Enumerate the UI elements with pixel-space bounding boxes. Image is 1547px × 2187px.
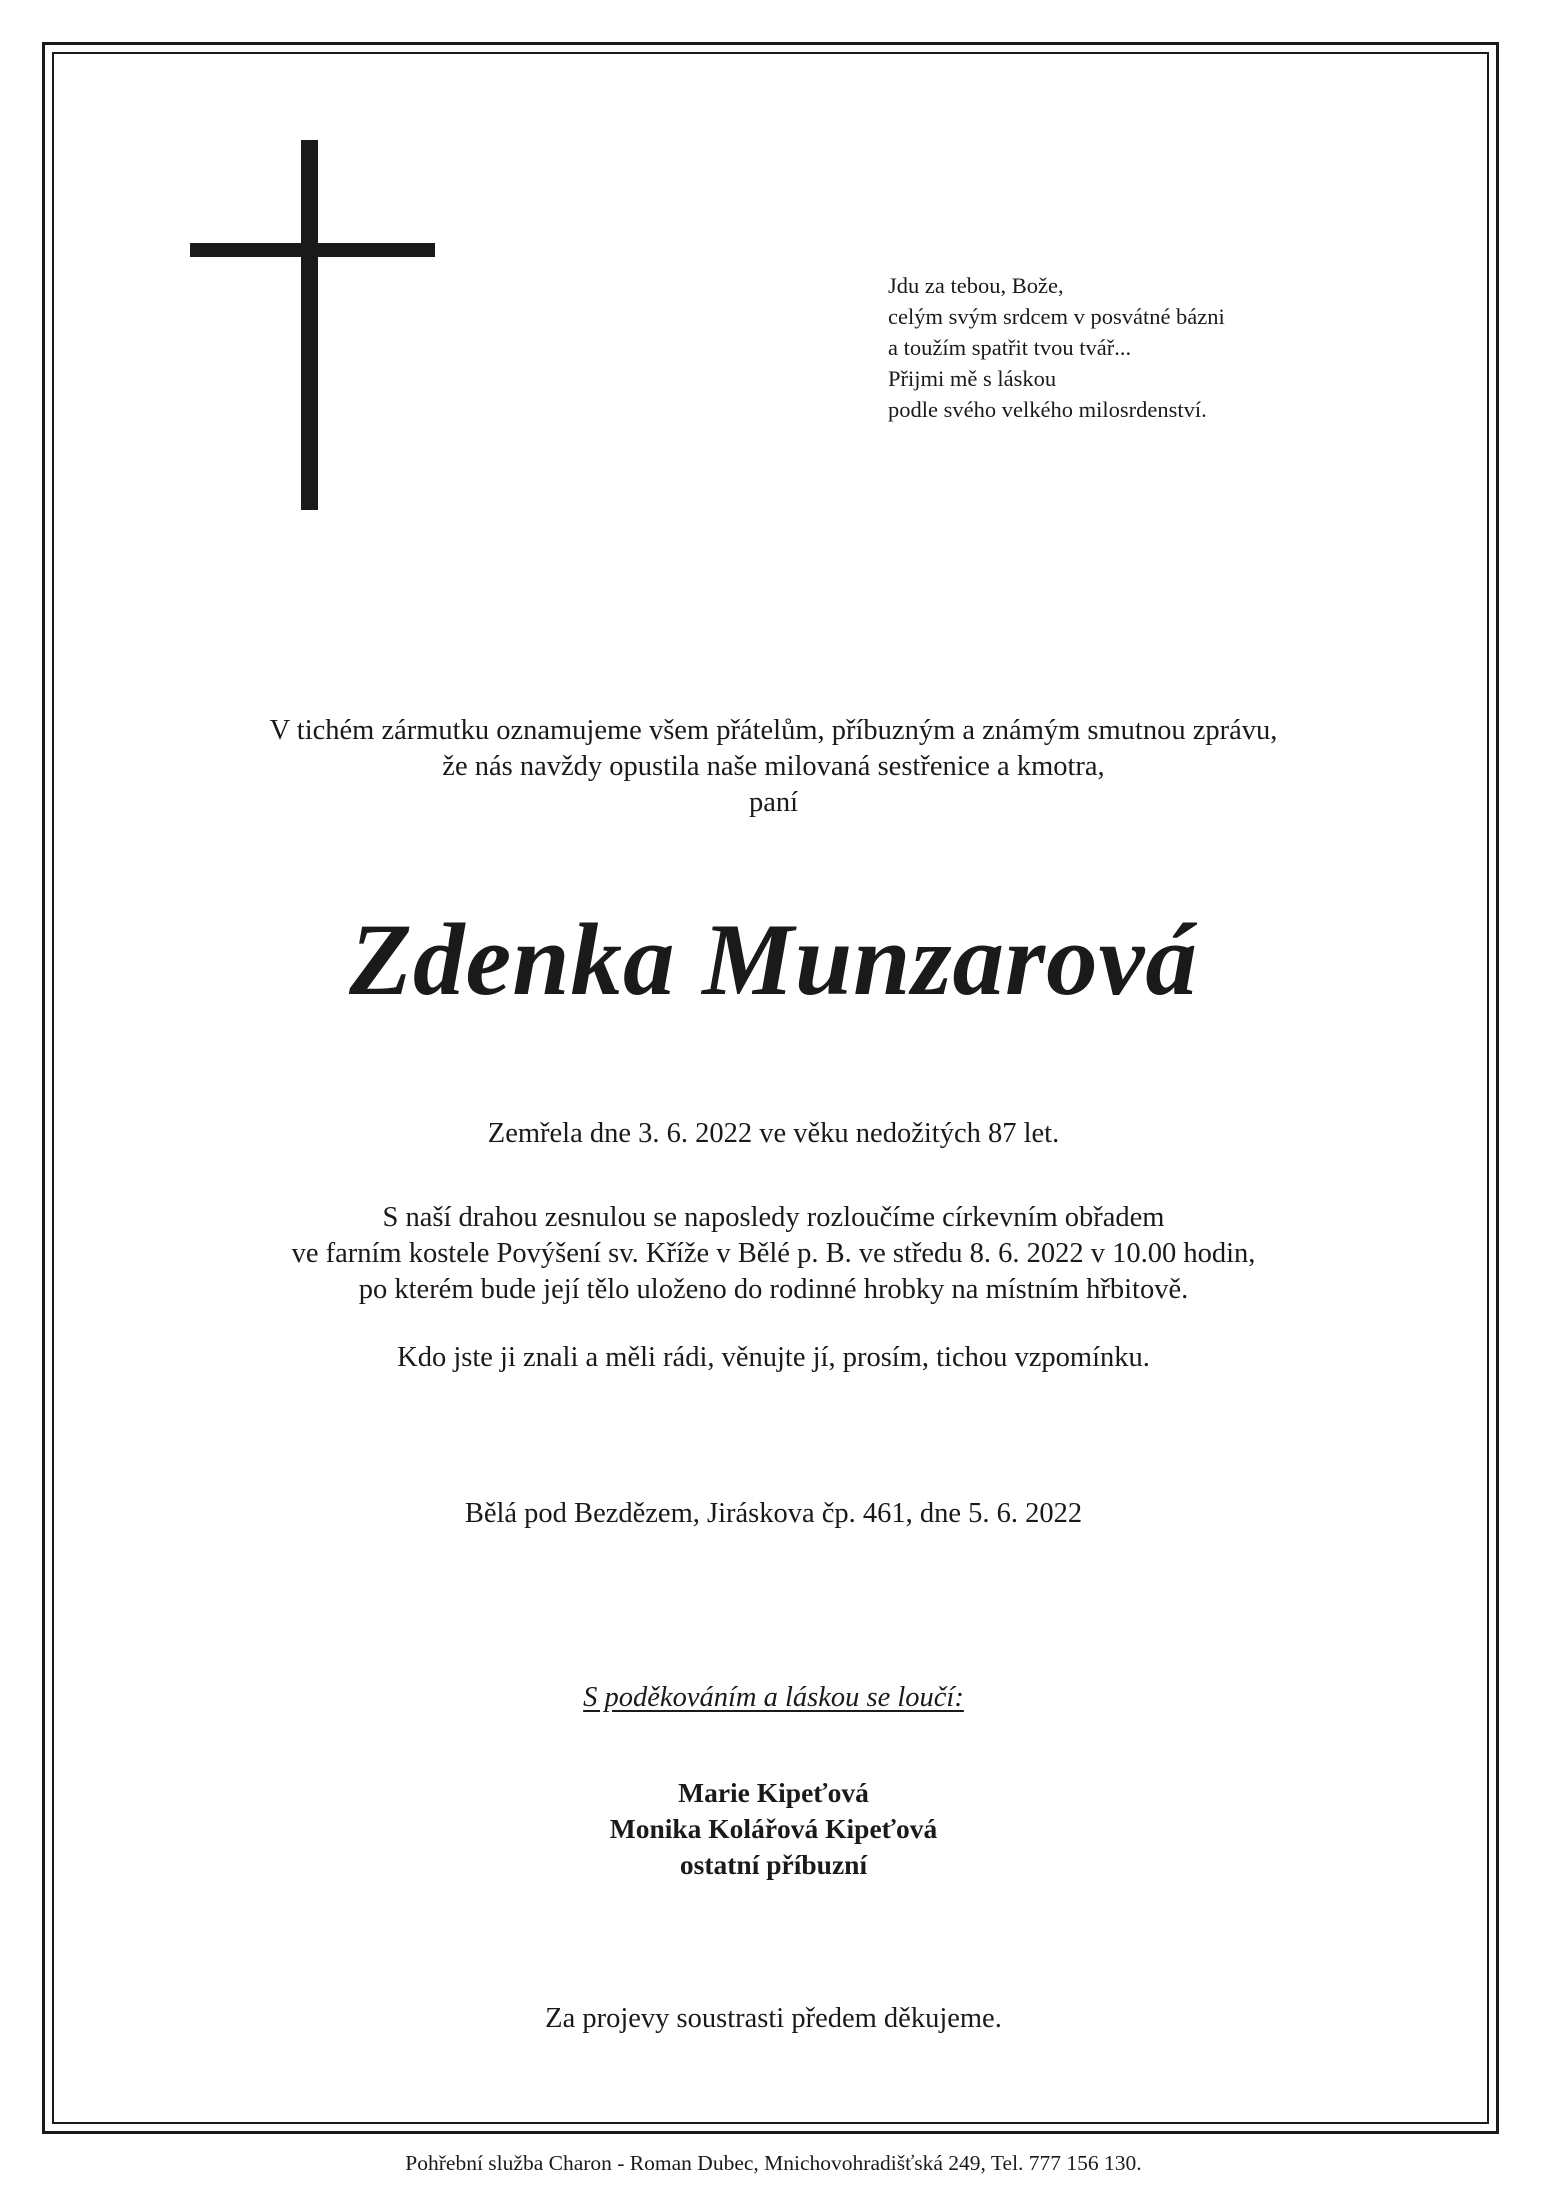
ceremony-line: S naší drahou zesnulou se naposledy rozloučíme církevním obřadem [382,1202,1165,1233]
ceremony-details [120,1200,1427,1308]
intro-line: paní [748,787,799,818]
poem-verse [888,270,1408,425]
poem-line: Jdu za tebou, Bože, [888,273,1064,298]
ceremony-line: ve farním kostele Povýšení sv. Kříže v Bělé p. B. ve středu 8. 6. 2022 v 10.00 hodin, [291,1238,1256,1269]
funeral-service-footer: Pohřební služba Charon - Roman Dubec, Mnichovohradišťská 249, Tel. 777 156 130. [405,2151,1142,2175]
poem-line: celým svým srdcem v posvátné bázni [888,304,1225,329]
poem-line: podle svého velkého milosrdenství. [888,397,1207,422]
intro-line: že nás navždy opustila naše milovaná sestřenice a kmotra, [442,751,1105,782]
mourners-list [120,1775,1427,1883]
remembrance-request: Kdo jste ji znali a měli rádi, věnujte jí, prosím, tichou vzpomínku. [397,1342,1150,1373]
mourner-name: ostatní příbuzní [679,1849,868,1880]
announcement-intro [120,713,1427,821]
mourner-name: Monika Kolářová Kipeťová [609,1813,938,1844]
intro-line: V tichém zármutku oznamujeme všem přátelům, příbuzným a známým smutnou zprávu, [269,715,1278,746]
farewell-heading: S poděkováním a láskou se loučí: [583,1682,964,1713]
ceremony-line: po kterém bude její tělo uloženo do rodinné hrobky na místním hřbitově. [358,1274,1189,1305]
deceased-name: Zdenka Munzarová [349,903,1198,1017]
mourner-name: Marie Kipeťová [678,1777,869,1808]
cross-vertical-bar [301,140,318,510]
poem-line: Přijmi mě s láskou [888,366,1057,391]
cross-horizontal-bar [190,243,435,257]
death-notice: Zemřela dne 3. 6. 2022 ve věku nedožitých 87 let. [487,1118,1060,1149]
place-and-date: Bělá pod Bezdězem, Jiráskova čp. 461, dne 5. 6. 2022 [464,1498,1083,1529]
poem-line: a toužím spatřit tvou tvář... [888,335,1132,360]
thanks-note: Za projevy soustrasti předem děkujeme. [545,2003,1002,2034]
